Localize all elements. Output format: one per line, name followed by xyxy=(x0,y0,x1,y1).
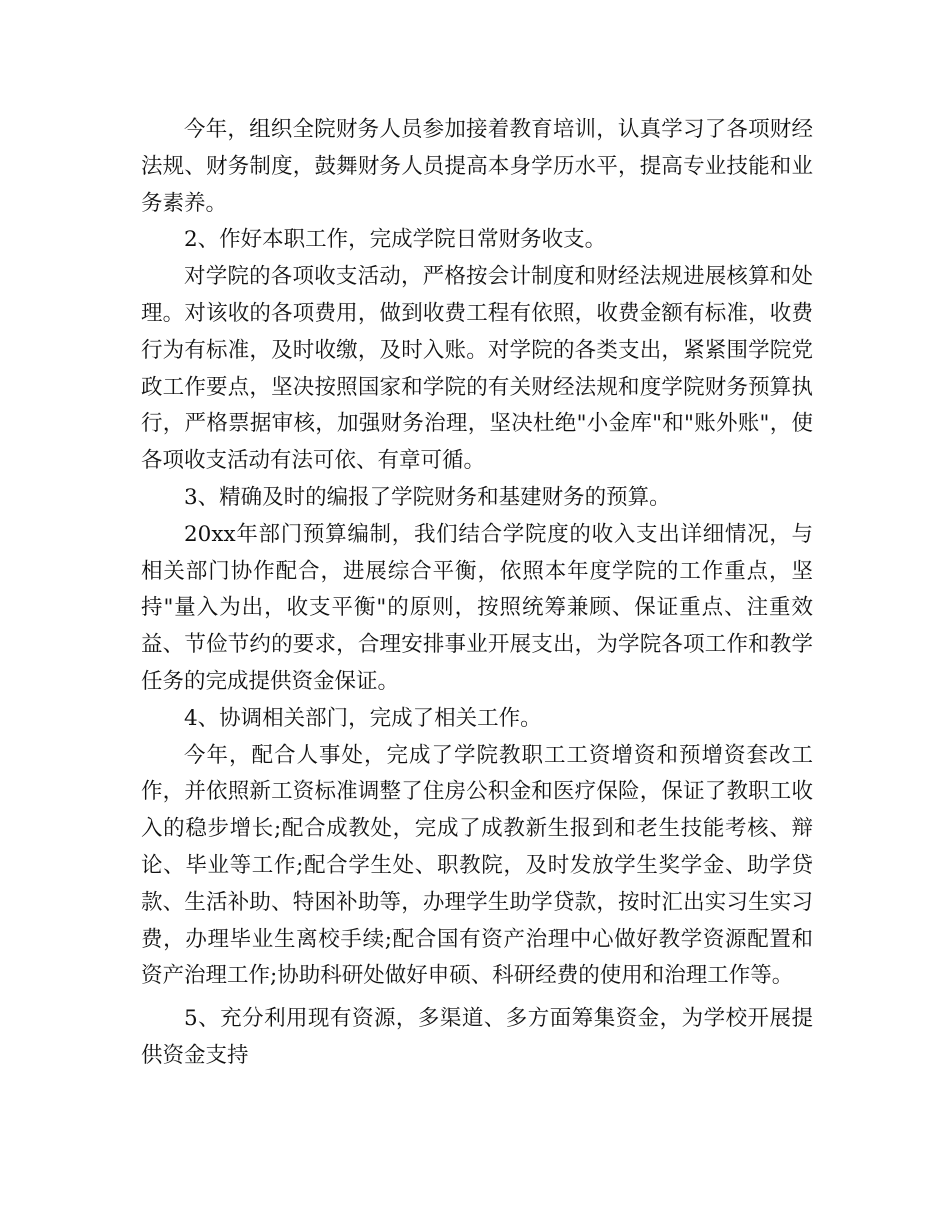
paragraph-income-expense: 对学院的各项收支活动，严格按会计制度和财经法规进展核算和处理。对该收的各项费用，做到收费工程有依照，收费金额有标准，收费行为有标准，及时收缴，及时入账。对学院的各类支出，紧紧围学院党政工作要点，坚决按照国家和学院的有关财经法规和度学院财务预算执行，严格票据审核，加强财务治理，坚决杜绝"小金库"和"账外账"，使各项收支活动有法可依、有章可循。 xyxy=(141,264,813,474)
heading-item-2: 2、作好本职工作，完成学院日常财务收支。 xyxy=(184,227,607,253)
heading-item-3: 3、精确及时的编报了学院财务和基建财务的预算。 xyxy=(184,484,671,510)
paragraph-coordination: 今年，配合人事处，完成了学院教职工工资增资和预增资套改工作，并依照新工资标准调整了住房公积金和医疗保险，保证了教职工收入的稳步增长;配合成教处，完成了成教新生报到和老生技能考核、辩论、毕业等工作;配合学生处、职教院，及时发放学生奖学金、助学贷款、生活补助、特困补助等，办理学生助学贷款，按时汇出实习生实习费，办理毕业生离校手续;配合国有资产治理中心做好教学资源配置和资产治理工作;协助科研处做好申硕、科研经费的使用和治理工作等。 xyxy=(141,742,813,989)
heading-item-4: 4、协调相关部门，完成了相关工作。 xyxy=(184,705,542,731)
paragraph-budget: 20xx年部门预算编制，我们结合学院度的收入支出详细情况，与相关部门协作配合，进展综合平衡，依照本年度学院的工作重点，坚持"量入为出，收支平衡"的原则，按照统筹兼顾、保证重点、注重效益、节俭节约的要求，合理安排事业开展支出，为学院各项工作和教学任务的完成提供资金保证。 xyxy=(141,521,813,694)
heading-item-5: 5、充分利用现有资源，多渠道、多方面筹集资金，为学校开展提供资金支持 xyxy=(141,1006,813,1068)
document-body xyxy=(141,112,813,1075)
paragraph-training: 今年，组织全院财务人员参加接着教育培训，认真学习了各项财经法规、财务制度，鼓舞财务人员提高本身学历水平，提高专业技能和业务素养。 xyxy=(141,117,813,216)
